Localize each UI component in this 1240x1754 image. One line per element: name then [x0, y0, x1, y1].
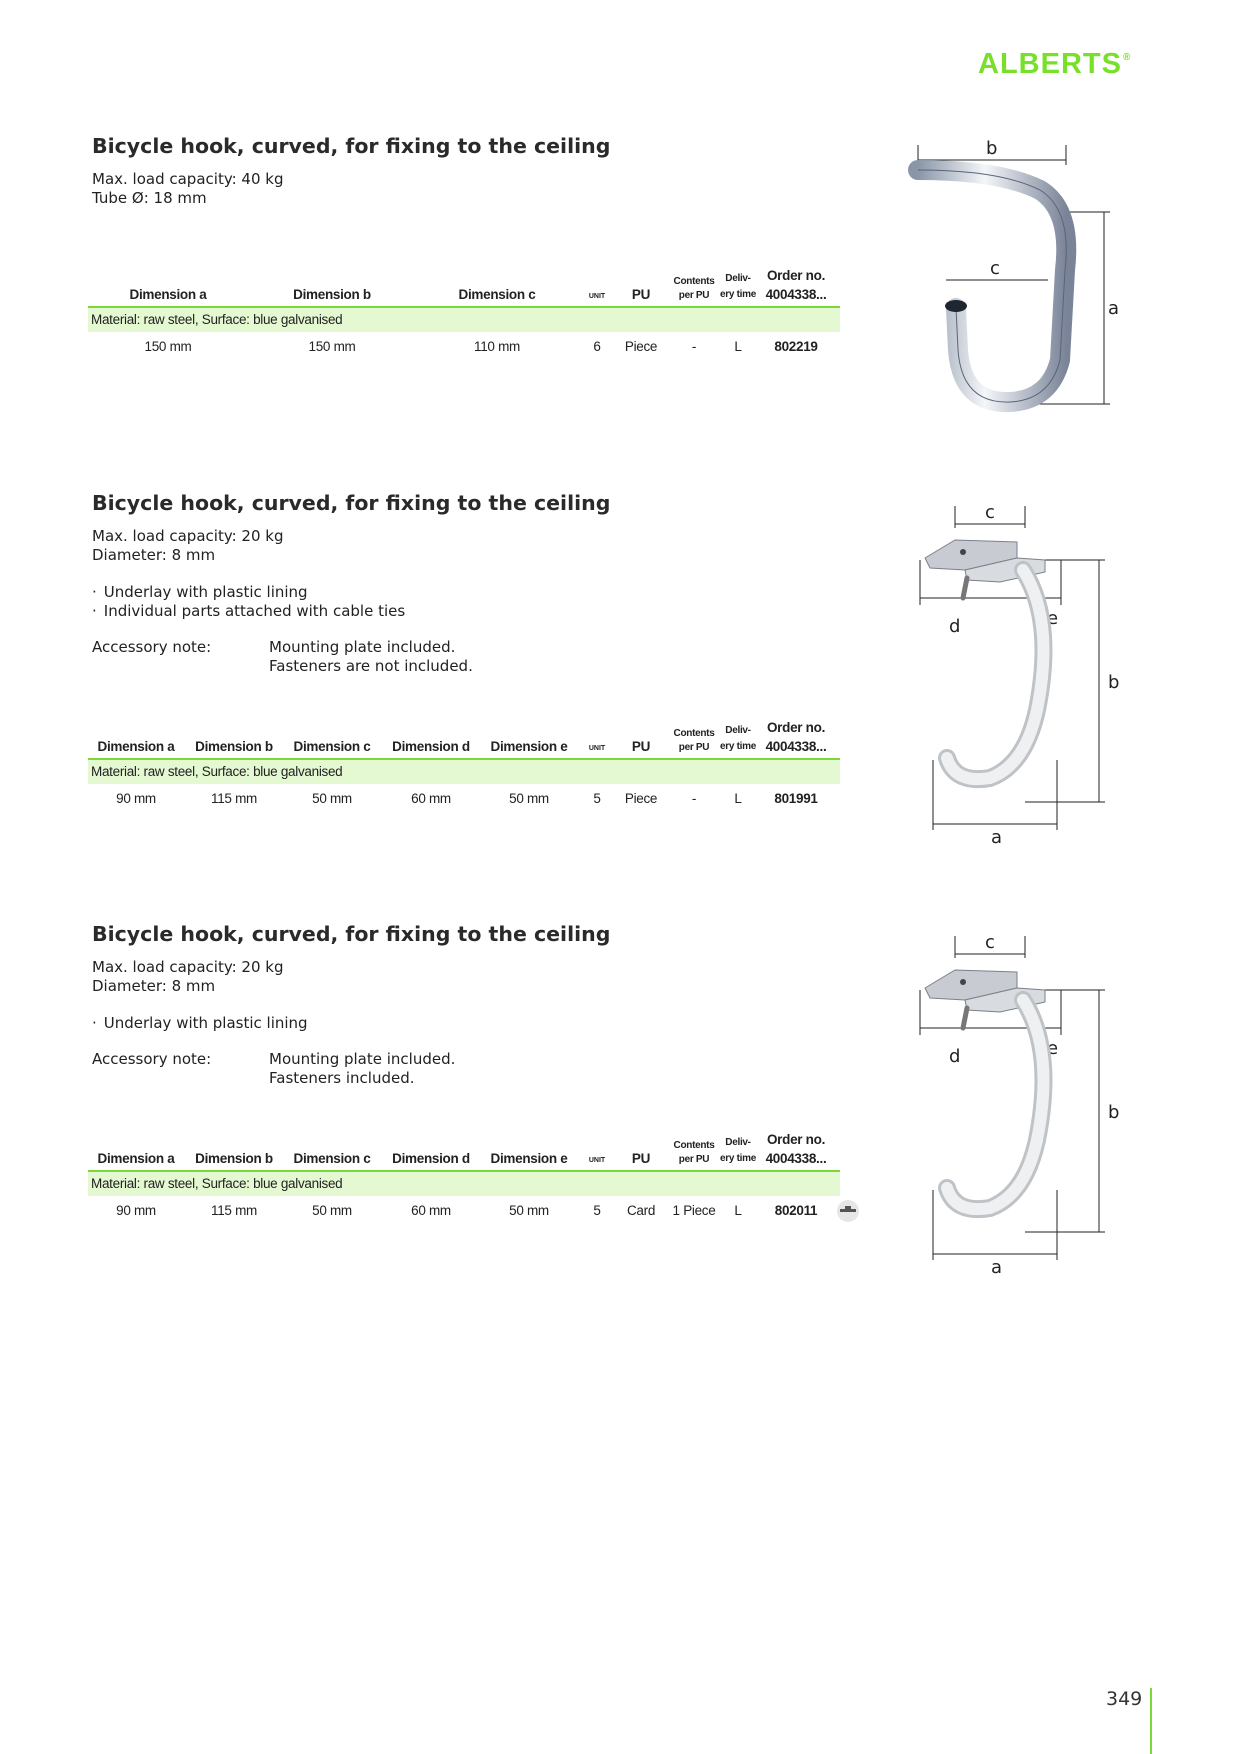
col-unit: UNIT — [588, 293, 606, 300]
dim-label-e: e — [1047, 1038, 1059, 1059]
cell-unit: 5 — [593, 791, 601, 806]
brand-mark: ® — [1122, 52, 1132, 63]
cell-pu: Card — [626, 1203, 656, 1218]
spec-line: Diameter: 8 mm — [92, 546, 216, 564]
dim-label-b: b — [1108, 1102, 1120, 1123]
col-dimension-e: Dimension e — [490, 1151, 568, 1166]
spec-line: Diameter: 8 mm — [92, 977, 216, 995]
accessory-text: Fasteners included. — [269, 1069, 415, 1087]
product-title: Bicycle hook, curved, for fixing to the ceiling — [92, 491, 611, 515]
col-dimension-c: Dimension c — [293, 1151, 371, 1166]
cell-dimension-d: 60 mm — [411, 791, 451, 806]
cell-order-no: 802011 — [774, 1203, 818, 1218]
cell-dimension-b: 115 mm — [211, 791, 257, 806]
dim-label-d: d — [949, 1046, 961, 1067]
dim-label-b: b — [986, 138, 998, 159]
col-delivery: Deliv- — [725, 725, 751, 736]
cell-dimension-b: 150 mm — [308, 339, 356, 354]
material-row — [88, 308, 840, 332]
cell-dimension-e: 50 mm — [509, 791, 549, 806]
col-order: Order no. — [766, 720, 826, 735]
cell-dimension-a: 90 mm — [116, 1203, 156, 1218]
col-dimension-d: Dimension d — [392, 739, 470, 754]
product-title: Bicycle hook, curved, for fixing to the ceiling — [92, 922, 611, 946]
col-order: 4004338... — [765, 287, 827, 302]
product-image-hook-1 — [900, 130, 1120, 424]
col-pu: PU — [631, 287, 651, 302]
cell-contents: - — [691, 339, 697, 354]
feature-bullet: · Underlay with plastic lining — [92, 1014, 308, 1033]
cell-dimension-e: 50 mm — [509, 1203, 549, 1218]
dim-label-a: a — [991, 1257, 1003, 1278]
cell-unit: 6 — [593, 339, 601, 354]
col-unit: UNIT — [588, 745, 606, 752]
col-delivery: Deliv- — [725, 1137, 751, 1148]
cell-order-no: 801991 — [774, 791, 818, 806]
cell-pu: Piece — [624, 791, 658, 806]
cell-dimension-a: 90 mm — [116, 791, 156, 806]
spec-line: Tube Ø: 18 mm — [92, 189, 207, 207]
cell-delivery: L — [734, 791, 742, 806]
dim-label-a: a — [991, 827, 1003, 848]
cell-contents: - — [691, 791, 697, 806]
dim-label-c: c — [985, 502, 995, 523]
cell-dimension-b: 115 mm — [211, 1203, 257, 1218]
cell-order-no: 802219 — [774, 339, 818, 354]
col-dimension-e: Dimension e — [490, 739, 568, 754]
col-dimension-b: Dimension b — [195, 739, 273, 754]
material-row — [88, 760, 840, 784]
card-packaging-icon — [837, 1200, 859, 1222]
page-number: 349 — [1106, 1688, 1143, 1710]
dim-label-e: e — [1047, 608, 1059, 629]
dim-label-b: b — [1108, 672, 1120, 693]
col-pu: PU — [631, 1151, 651, 1166]
col-order: Order no. — [766, 268, 826, 283]
product-title: Bicycle hook, curved, for fixing to the ceiling — [92, 134, 611, 158]
dim-label-c: c — [990, 258, 1000, 279]
spec-line: Max. load capacity: 40 kg — [92, 170, 284, 188]
material-text: Material: raw steel, Surface: blue galvanised — [91, 764, 343, 779]
brand-name: ALBERTS — [978, 48, 1122, 80]
accessory-label: Accessory note: — [92, 638, 212, 656]
accessory-text: Fasteners are not included. — [269, 657, 473, 675]
cell-dimension-c: 110 mm — [474, 339, 520, 354]
cell-contents: 1 Piece — [672, 1203, 716, 1218]
dim-label-c: c — [985, 932, 995, 953]
col-dimension-a: Dimension a — [129, 287, 207, 302]
spec-line: Max. load capacity: 20 kg — [92, 958, 284, 976]
col-dimension-b: Dimension b — [195, 1151, 273, 1166]
product-image-hook-2 — [905, 500, 1125, 864]
cell-dimension-c: 50 mm — [312, 1203, 352, 1218]
col-dimension-a: Dimension a — [97, 739, 175, 754]
feature-bullet: · Underlay with plastic lining — [92, 583, 308, 602]
col-delivery: ery time — [720, 1153, 756, 1164]
cell-dimension-a: 150 mm — [144, 339, 192, 354]
cell-dimension-d: 60 mm — [411, 1203, 451, 1218]
col-order: Order no. — [766, 1132, 826, 1147]
dim-label-a: a — [1108, 298, 1120, 319]
col-contents: per PU — [678, 1154, 710, 1165]
material-row — [88, 1172, 840, 1196]
col-contents: per PU — [678, 290, 710, 301]
accessory-text: Mounting plate included. — [269, 638, 456, 656]
cell-delivery: L — [734, 1203, 742, 1218]
accessory-label: Accessory note: — [92, 1050, 212, 1068]
col-dimension-d: Dimension d — [392, 1151, 470, 1166]
col-order: 4004338... — [765, 1151, 827, 1166]
material-text: Material: raw steel, Surface: blue galvanised — [91, 1176, 343, 1191]
dim-label-d: d — [949, 616, 961, 637]
col-pu: PU — [631, 739, 651, 754]
spec-line: Max. load capacity: 20 kg — [92, 527, 284, 545]
col-dimension-c: Dimension c — [293, 739, 371, 754]
product-image-hook-3 — [905, 930, 1125, 1294]
col-contents: Contents — [673, 276, 715, 287]
col-dimension-b: Dimension b — [293, 287, 371, 302]
col-dimension-c: Dimension c — [458, 287, 536, 302]
brand-logo — [978, 48, 1131, 81]
cell-delivery: L — [734, 339, 742, 354]
col-contents: per PU — [678, 742, 710, 753]
col-delivery: ery time — [720, 289, 756, 300]
col-contents: Contents — [673, 1140, 715, 1151]
feature-bullet: · Individual parts attached with cable ties — [92, 602, 405, 621]
col-unit: UNIT — [588, 1157, 606, 1164]
col-dimension-a: Dimension a — [97, 1151, 175, 1166]
accessory-text: Mounting plate included. — [269, 1050, 456, 1068]
col-delivery: Deliv- — [725, 273, 751, 284]
cell-unit: 5 — [593, 1203, 601, 1218]
material-text: Material: raw steel, Surface: blue galvanised — [91, 312, 343, 327]
cell-dimension-c: 50 mm — [312, 791, 352, 806]
cell-pu: Piece — [624, 339, 658, 354]
col-order: 4004338... — [765, 739, 827, 754]
page-accent-bar — [1150, 1688, 1152, 1754]
col-delivery: ery time — [720, 741, 756, 752]
col-contents: Contents — [673, 728, 715, 739]
